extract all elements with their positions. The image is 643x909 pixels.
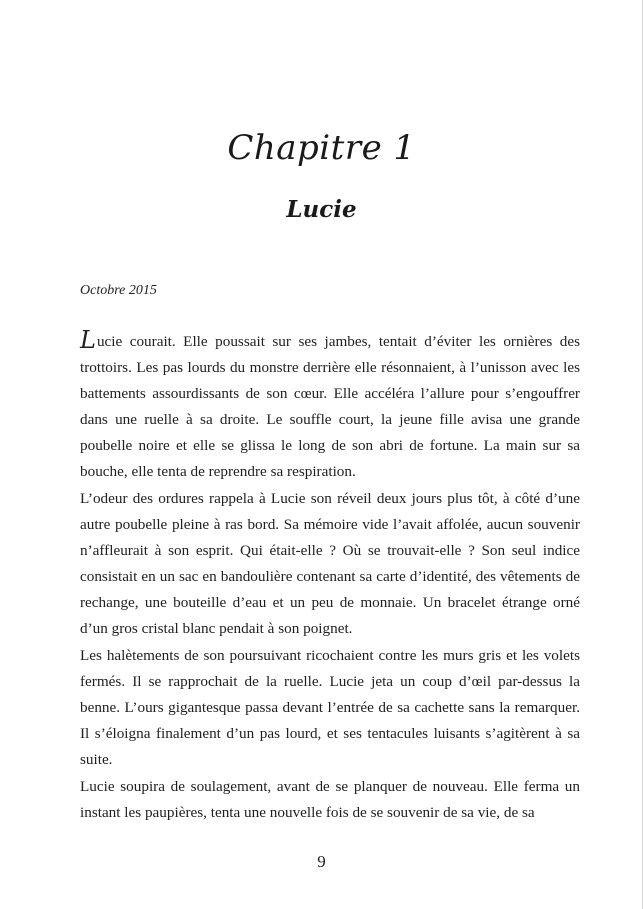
paragraph-1	[80, 326, 580, 485]
paragraph-2	[80, 486, 580, 642]
paragraph-4-text: Lucie soupira de soulagement, avant de se planquer de nouveau. Elle ferma un instant les paupières, tenta une nouvelle fois de se souvenir de sa vie, de sa	[80, 778, 580, 821]
paragraph-1-text: ucie courait. Elle poussait sur ses jambes, tentait d’éviter les ornières des trottoirs. Les pas lourds du monstre derrière elle résonnaient, à l’unisson avec les battements assourdissants de son cœur. Elle accéléra l’allure pour s’engouffrer dans une ruelle à sa droite. Le souffle court, la jeune fille avisa une grande poubelle noire et elle se glissa le long de son abri de fortune. La main sur sa bouche, elle tenta de reprendre sa respiration.	[80, 333, 580, 480]
date-line: Octobre 2015	[80, 283, 157, 298]
paragraph-4	[80, 774, 580, 826]
paragraph-3-text: Les halètements de son poursuivant ricochaient contre les murs gris et les volets fermés. Il se rapprochait de la ruelle. Lucie jeta un coup d’œil par-dessus la benne. L’ours gigantesque passa devant l’entrée de sa cachette sans la remarquer. Il s’éloigna finalement d’un pas lourd, et ses tentacules luisants s’agitèrent à sa suite.	[80, 647, 580, 768]
chapter-subtitle: Lucie	[286, 196, 357, 223]
page-number: 9	[317, 852, 326, 871]
initial-letter: L	[80, 326, 96, 354]
chapter-body	[80, 326, 580, 826]
paragraph-2-text: L’odeur des ordures rappela à Lucie son réveil deux jours plus tôt, à côté d’une autre poubelle pleine à ras bord. Sa mémoire vide l’avait affolée, aucun souvenir n’affleurait à son esprit. Qui était-elle ? Où se trouvait-elle ? Son seul indice consistait en un sac en bandoulière contenant sa carte d’identité, des vêtements de rechange, une bouteille d’eau et un peu de monnaie. Un bracelet étrange orné d’un gros cristal blanc pendait à son poignet.	[80, 490, 580, 637]
paragraph-3	[80, 643, 580, 773]
chapter-title: Chapitre 1	[227, 128, 416, 168]
